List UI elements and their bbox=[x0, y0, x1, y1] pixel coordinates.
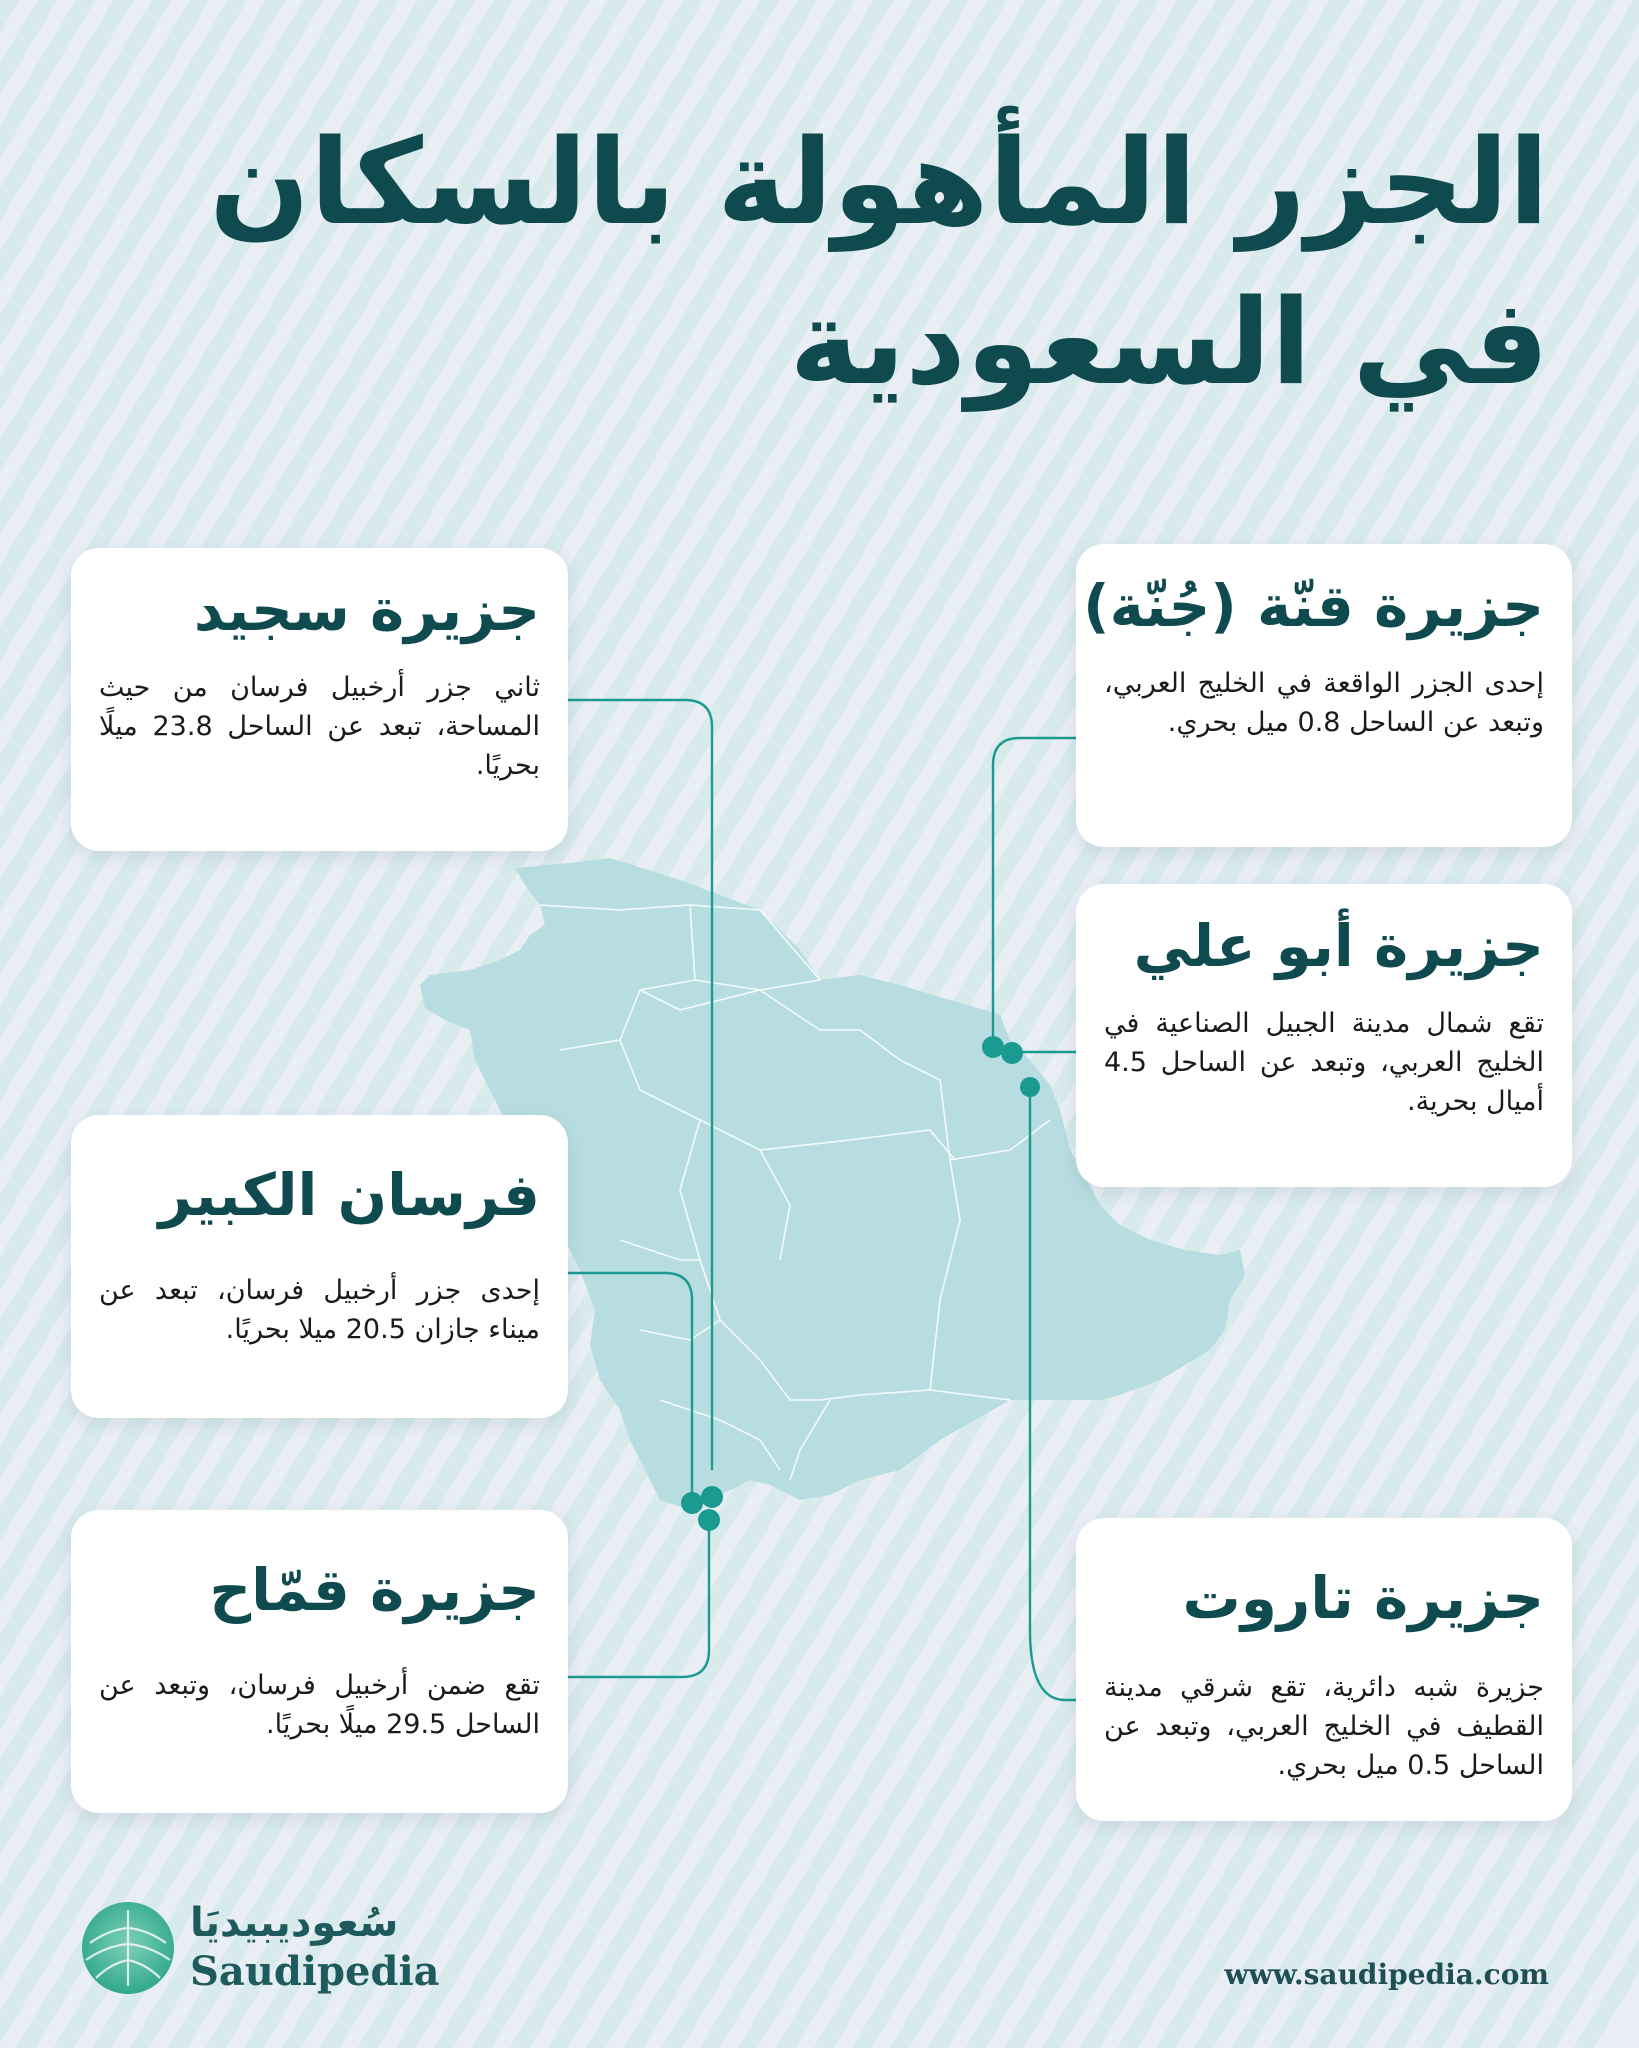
island-card-qummah bbox=[71, 1510, 568, 1813]
marker-tarut bbox=[1020, 1077, 1040, 1097]
island-title-qummah: جزيرة قمّاح bbox=[209, 1556, 540, 1624]
logo-english-text: Saudipedia bbox=[190, 1948, 440, 1995]
marker-qunnah bbox=[982, 1036, 1004, 1058]
island-desc-sajid: ثاني جزر أرخبيل فرسان من حيث المساحة، تبعد عن الساحل 23.8 ميلًا بحريًا. bbox=[99, 671, 540, 781]
island-card-abuali bbox=[1076, 884, 1572, 1187]
island-card-sajid bbox=[71, 548, 568, 851]
page-title-line2: في السعودية bbox=[789, 273, 1549, 411]
island-card-qunnah bbox=[1076, 544, 1572, 847]
connector-qummah bbox=[568, 1515, 709, 1677]
marker-qummah bbox=[698, 1509, 720, 1531]
marker-farasan bbox=[681, 1492, 703, 1514]
island-desc-tarut: جزيرة شبه دائرية، تقع شرقي مدينة القطيف في الخليج العربي، وتبعد عن الساحل 0.5 ميل بحري. bbox=[1104, 1671, 1544, 1781]
island-desc-qunnah: إحدى الجزر الواقعة في الخليج العربي، وتبعد عن الساحل 0.8 ميل بحري. bbox=[1104, 667, 1544, 738]
island-card-tarut bbox=[1076, 1518, 1572, 1821]
logo-arabic-text: سُعوديبيديَا bbox=[190, 1900, 399, 1946]
island-title-qunnah: جزيرة قنّة (جُنّة) bbox=[1083, 572, 1544, 640]
palm-leaf-logo-icon bbox=[78, 1898, 178, 1998]
saudipedia-logo[interactable] bbox=[78, 1898, 438, 2008]
island-title-abuali: جزيرة أبو علي bbox=[1133, 912, 1544, 980]
website-link[interactable]: www.saudipedia.com bbox=[1224, 1958, 1549, 1991]
island-title-sajid: جزيرة سجيد bbox=[193, 576, 540, 644]
island-card-farasan bbox=[71, 1115, 568, 1418]
connector-qunnah bbox=[993, 738, 1076, 1045]
marker-abuali bbox=[1001, 1042, 1023, 1064]
marker-sajid bbox=[701, 1486, 723, 1508]
island-title-tarut: جزيرة تاروت bbox=[1182, 1564, 1544, 1632]
page-title-line1: الجزر المأهولة بالسكان bbox=[209, 113, 1549, 251]
island-desc-abuali: تقع شمال مدينة الجبيل الصناعية في الخليج العربي، وتبعد عن الساحل 4.5 أميال بحرية. bbox=[1104, 1007, 1544, 1117]
island-desc-qummah: تقع ضمن أرخبيل فرسان، وتبعد عن الساحل 29.5 ميلًا بحريًا. bbox=[99, 1669, 540, 1740]
island-title-farasan: فرسان الكبير bbox=[158, 1161, 540, 1229]
island-desc-farasan: إحدى جزر أرخبيل فرسان، تبعد عن ميناء جازان 20.5 ميلا بحريًا. bbox=[99, 1274, 540, 1345]
